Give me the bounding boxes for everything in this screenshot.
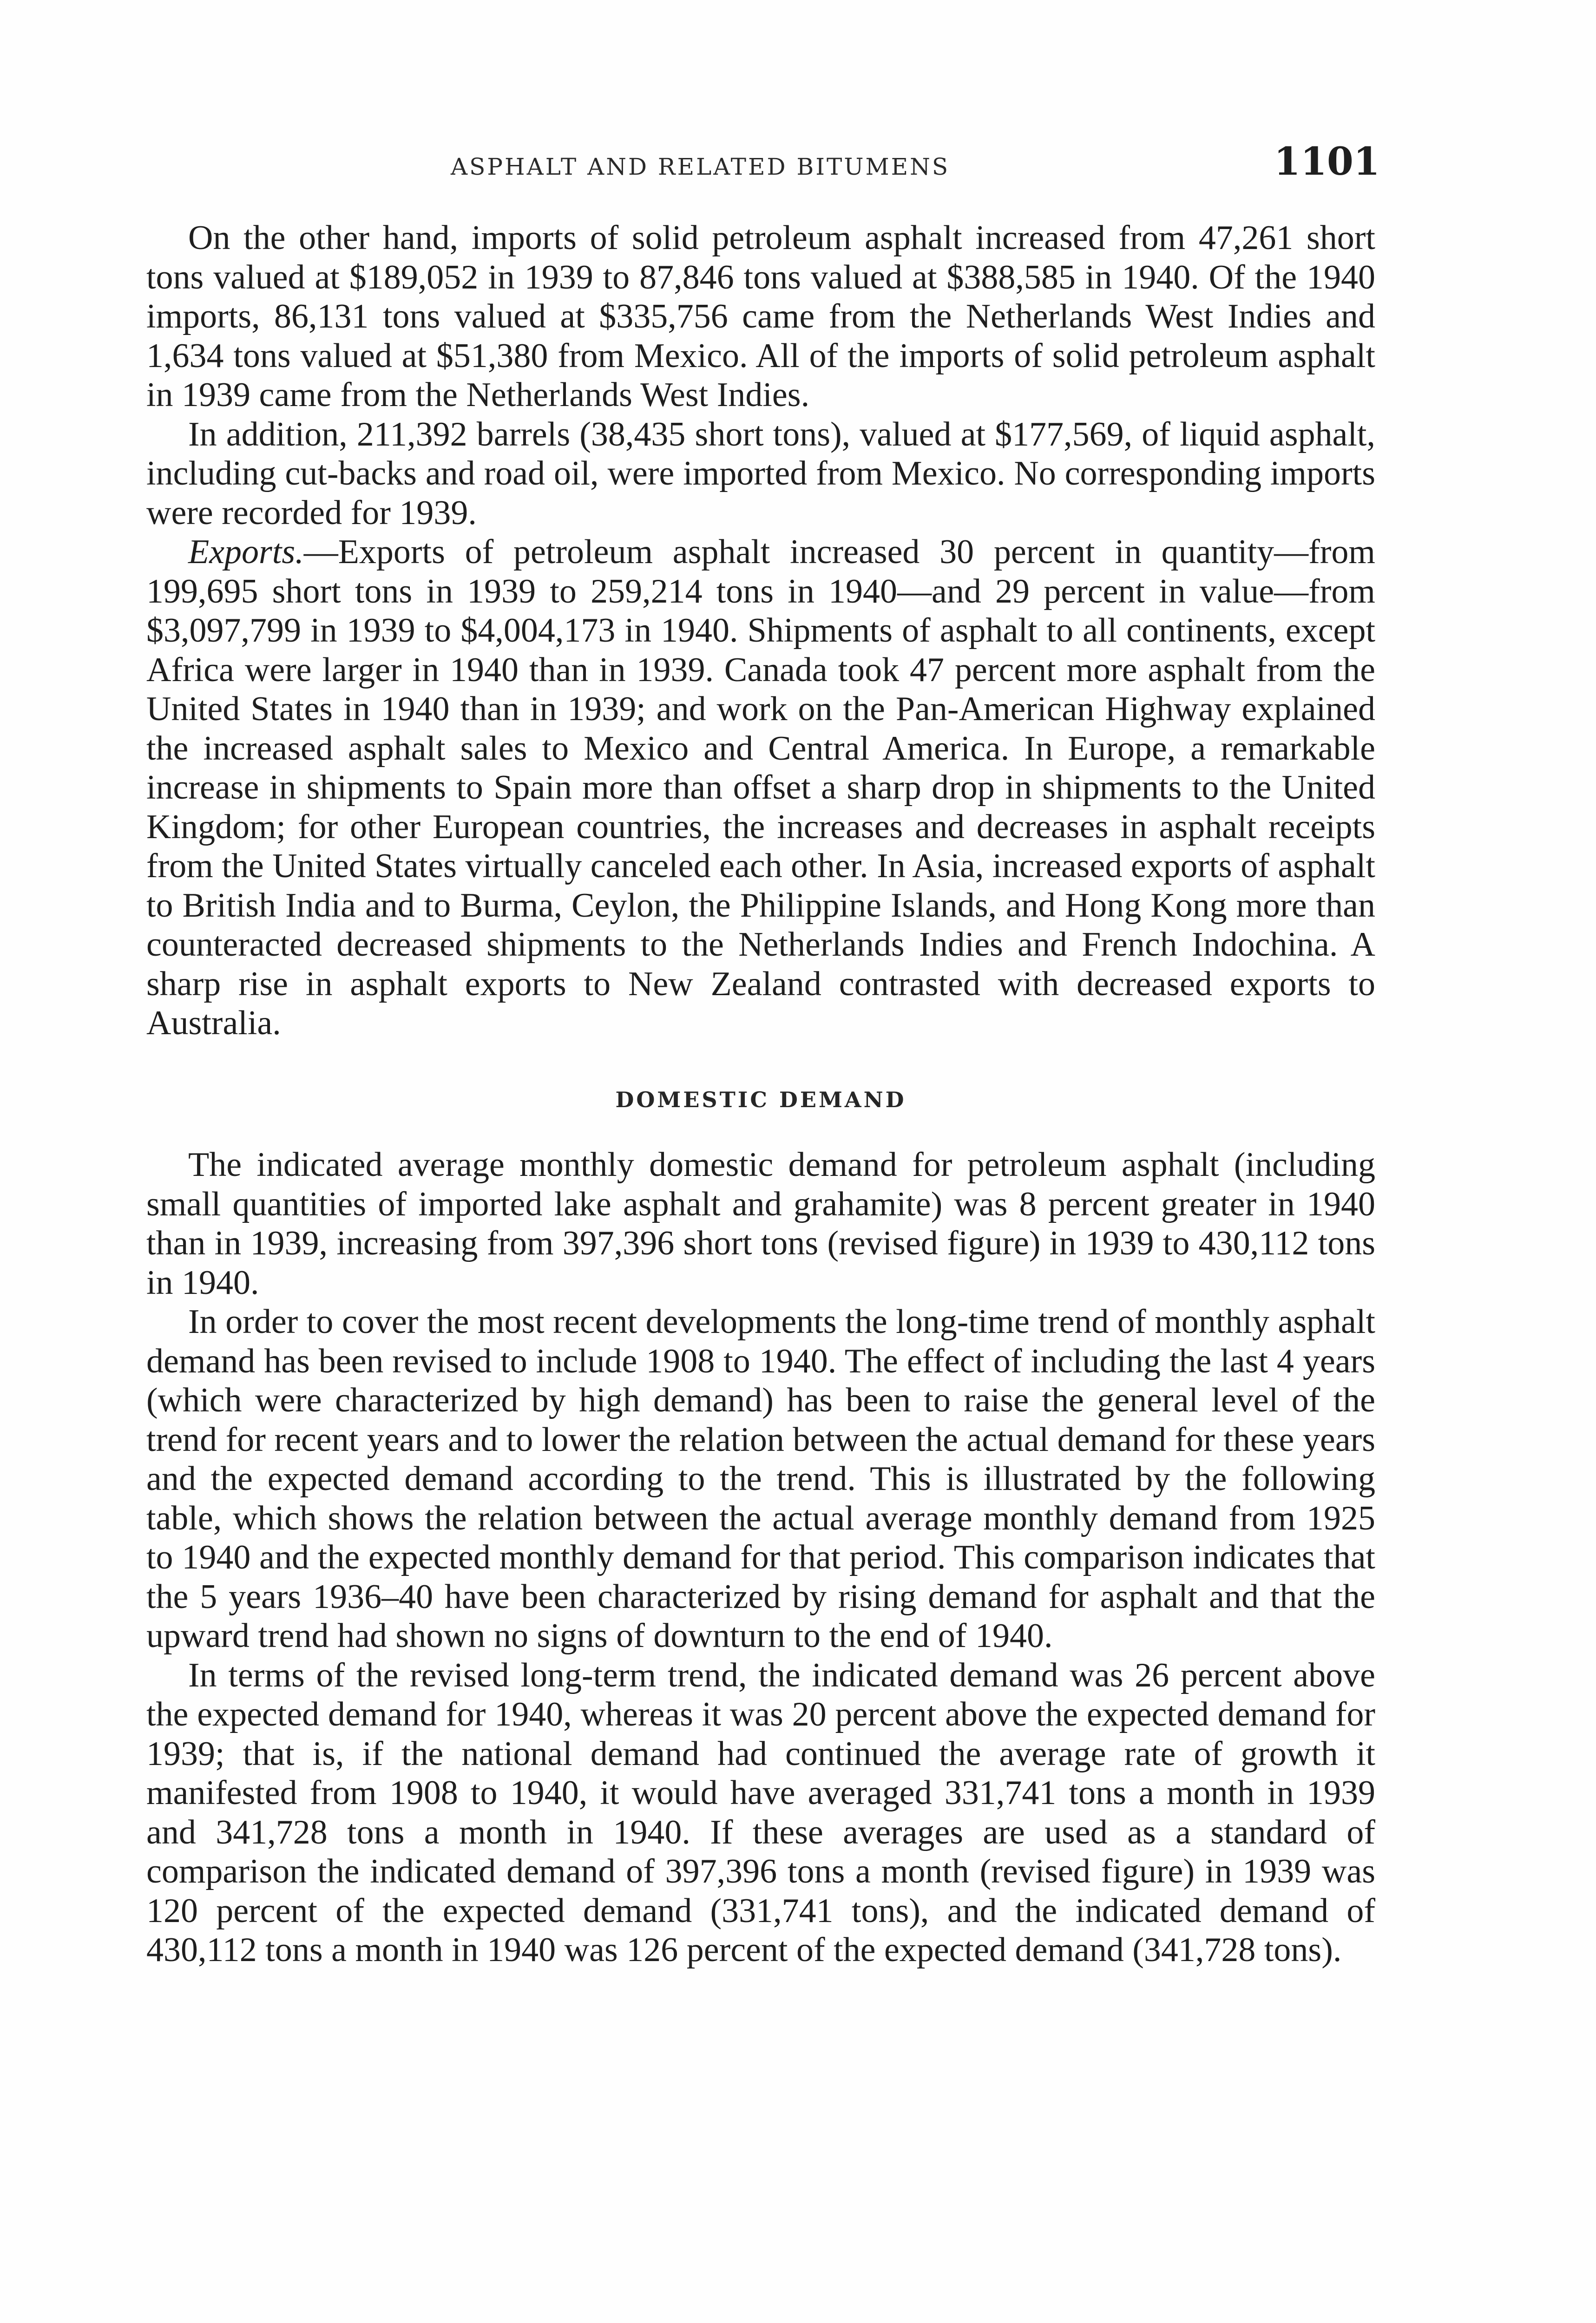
paragraph-exports <box>146 532 1375 1043</box>
paragraph-imports-solid: On the other hand, imports of solid petroleum asphalt increased from 47,261 short tons valued at $189,052 in 1939 to 87,846 tons valued at $388,585 in 1940. Of the 1940 imports, 86,131 tons valued at $335,756 came from the Netherlands West Indies and 1,634 tons valued at $51,380 from Mexico. All of the imports of solid petroleum asphalt in 1939 came from the Netherlands West Indies. <box>146 219 1375 414</box>
running-title: ASPHALT AND RELATED BITUMENS <box>451 153 950 180</box>
exports-lead: Exports. <box>188 533 304 571</box>
paragraph-trend-comparison: In terms of the revised long-term trend, the indicated demand was 26 percent above the expected demand for 1940, whereas it was 20 percent above the expected demand for 1939; that is, if the national demand had continued the average rate of growth it manifested from 1908 to 1940, it would have averaged 331,741 tons a month in 1939 and 341,728 tons a month in 1940. If these averages are used as a standard of comparison the indicated demand of 397,396 tons a month (revised figure) in 1939 was 120 percent of the expected demand (331,741 tons), and the indicated demand of 430,112 tons a month in 1940 was 126 percent of the expected demand (341,728 tons). <box>146 1656 1375 1969</box>
paragraph-imports-liquid: In addition, 211,392 barrels (38,435 short tons), valued at $177,569, of liquid asphalt, including cut-backs and road oil, were imported from Mexico. No corresponding imports were recorded for 1939. <box>146 415 1375 532</box>
paragraph-trend-revision: In order to cover the most recent developments the long-time trend of monthly asphalt demand has been revised to include 1908 to 1940. The effect of including the last 4 years (which were characterized by high demand) has been to raise the general level of the trend for recent years and to lower the relation between the actual demand for these years and the expected demand according to the trend. This is illustrated by the following table, which shows the relation between the actual average monthly demand from 1925 to 1940 and the expected monthly demand for that period. This comparison indicates that the 5 years 1936–40 have been characterized by rising demand for asphalt and that the upward trend had shown no signs of downturn to the end of 1940. <box>146 1303 1375 1655</box>
body-text <box>146 218 1375 1970</box>
page-header <box>451 139 1380 190</box>
page-number: 1101 <box>1274 139 1380 184</box>
exports-text: —Exports of petroleum asphalt increased 30 percent in quantity—from 199,695 short tons in 1939 to 259,214 tons in 1940—and 29 percent in value—from $3,097,799 in 1939 to $4,004,173 in 1940. Shipments of asphalt to all continents, except Africa were larger in 1940 than in 1939. Canada took 47 percent more asphalt from the United States in 1940 than in 1939; and work on the Pan-American Highway explained the increased asphalt sales to Mexico and Central America. In Europe, a remarkable increase in shipments to Spain more than offset a sharp drop in shipments to the United Kingdom; for other European countries, the increases and decreases in asphalt receipts from the United States virtually canceled each other. In Asia, increased exports of asphalt to British India and to Burma, Ceylon, the Philippine Islands, and Hong Kong more than counteracted decreased shipments to the Netherlands Indies and French Indochina. A sharp rise in asphalt exports to New Zealand contrasted with decreased exports to Australia. <box>146 533 1375 1042</box>
paragraph-demand-summary: The indicated average monthly domestic demand for petroleum asphalt (including small quantities of imported lake asphalt and grahamite) was 8 percent greater in 1940 than in 1939, increasing from 397,396 short tons (revised figure) in 1939 to 430,112 tons in 1940. <box>146 1146 1375 1302</box>
section-heading: DOMESTIC DEMAND <box>615 1087 906 1112</box>
